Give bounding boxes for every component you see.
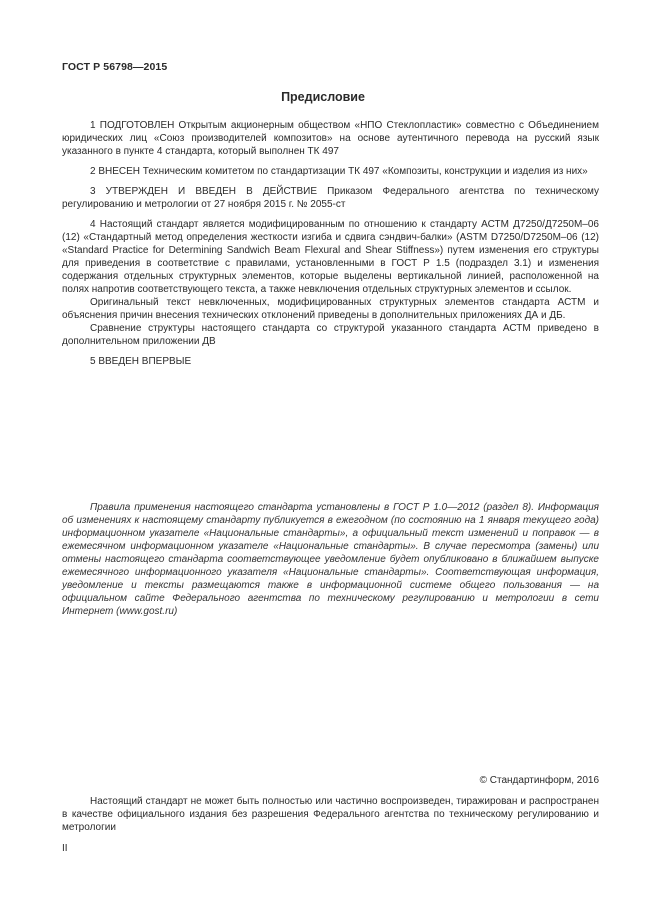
preface-item-4-structure-comparison: Сравнение структуры настоящего стандарта со структурой указанного стандарта АСТМ приведено в дополнительном приложении ДВ [62, 323, 599, 347]
preface-title: Предисловие [281, 90, 365, 104]
preface-item-2: 2 ВНЕСЕН Техническим комитетом по стандартизации ТК 497 «Композиты, конструкции и изделия из них» [90, 166, 588, 177]
preface-item-5: 5 ВВЕДЕН ВПЕРВЫЕ [90, 356, 192, 367]
preface-body [62, 119, 599, 375]
preface-item-4: 4 Настоящий стандарт является модифицированным по отношению к стандарту АСТМ Д7250/Д7250М–06 (12) «Стандартный метод определения жесткости изгиба и сдвига сэндвич-балки» (ASTM D7250/D7250M–06 (12) «Standard Practice for Determining Sandwich Beam Flexural and Shear Stiffness») путем изменения его структуры для приведения в соответствие с правилами, установленными в ГОСТ Р 1.5 (подраздел 3.1) и изменения содержания отдельных структурных элементов, которые выделены вертикальной линией, расположенной на полях напротив соответствующего текста, а также невключения отдельных структурных элементов и ссылок. [62, 219, 599, 295]
reproduction-notice-text: Настоящий стандарт не может быть полностью или частично воспроизведен, тиражирован и распространен в качестве официального издания без разрешения Федерального агентства по техническому регулированию и метрологии [62, 796, 599, 833]
standard-code: ГОСТ Р 56798—2015 [62, 61, 168, 73]
preface-item-4-original-text: Оригинальный текст невключенных, модифицированных структурных элементов стандарта АСТМ и объяснения причин внесения технических отклонений приведены в дополнительных приложениях ДА и ДБ. [62, 297, 599, 321]
rules-notice [62, 501, 599, 618]
rules-notice-text: Правила применения настоящего стандарта установлены в ГОСТ Р 1.0—2012 (раздел 8). Информация об изменениях к настоящему стандарту публикуется в ежегодном (по состоянию на 1 января текущего года) информационном указателе «Национальные стандарты», а официальный текст изменений и поправок — в ежемесячном информационном указателе «Национальные стандарты». В случае пересмотра (замены) или отмены настоящего стандарта соответствующее уведомление будет опубликовано в ближайшем выпуске ежемесячного информационного указателя «Национальные стандарты». Соответствующая информация, уведомление и тексты размещаются также в информационной системе общего пользования — на официальном сайте Федерального агентства по техническому регулированию и метрологии в сети Интернет (www.gost.ru) [62, 502, 599, 617]
preface-item-3: 3 УТВЕРЖДЕН И ВВЕДЕН В ДЕЙСТВИЕ Приказом Федерального агентства по техническому регулированию и метрологии от 27 ноября 2015 г. № 2055-ст [62, 186, 599, 210]
reproduction-notice [62, 795, 599, 834]
copyright-line: © Стандартинформ, 2016 [479, 775, 599, 786]
page-number: II [62, 843, 68, 854]
preface-item-1: 1 ПОДГОТОВЛЕН Открытым акционерным обществом «НПО Стеклопластик» совместно с Объединением юридических лиц «Союз производителей композитов» на основе аутентичного перевода на русский язык указанного в пункте 4 стандарта, который выполнен ТК 497 [62, 120, 599, 157]
